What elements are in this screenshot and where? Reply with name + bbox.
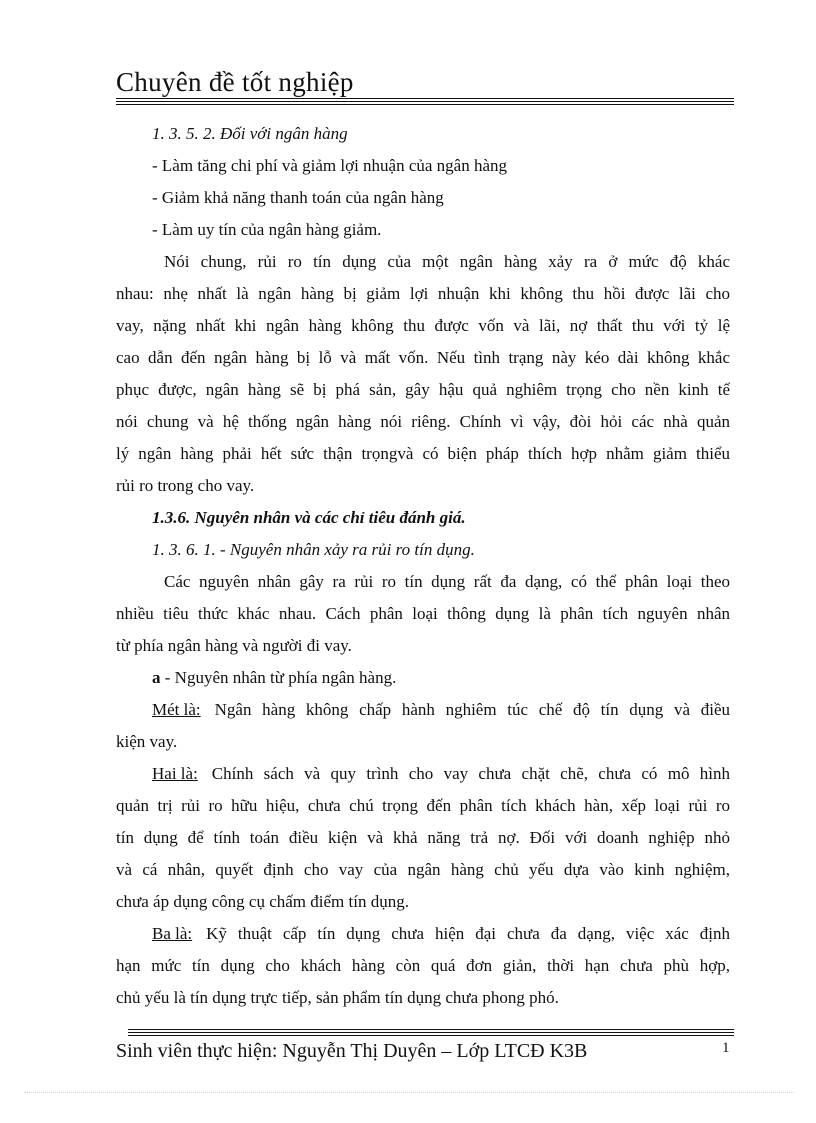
page-edge-divider <box>24 1092 794 1093</box>
paragraph-line: phục được, ngân hàng sẽ bị phá sản, gây hậu quả nghiêm trọng cho nền kinh tế <box>116 380 730 399</box>
bullet-line: - Làm uy tín của ngân hàng giảm. <box>152 220 382 239</box>
header-rule <box>116 104 734 105</box>
paragraph-line: cao dẫn đến ngân hàng bị lỗ và mất vốn. Nếu tình trạng này kéo dài không khắc <box>116 348 730 367</box>
paragraph-line: từ phía ngân hàng và người đi vay. <box>116 636 352 655</box>
section-heading-1-3-6: 1.3.6. Nguyên nhân và các chỉ tiêu đánh giá. <box>152 508 466 527</box>
paragraph-line: quản trị rủi ro hữu hiệu, chưa chú trọng đến phân tích khách hàn, xếp loại rủi ro <box>116 796 730 815</box>
bullet-line: - Làm tăng chi phí và giảm lợi nhuận của ngân hàng <box>152 156 508 175</box>
footer-rule <box>128 1029 734 1030</box>
subheading-a <box>116 662 730 694</box>
page-header-title: Chuyên đề tốt nghiệp <box>116 67 354 97</box>
reason-one-line <box>116 694 730 726</box>
reason-two-line <box>116 758 730 790</box>
reason-three-text: Kỹ thuật cấp tín dụng chưa hiện đại chưa đa dạng, việc xác định <box>206 924 730 943</box>
paragraph-line: rủi ro trong cho vay. <box>116 476 255 495</box>
section-heading-1-3-6-1: 1. 3. 6. 1. - Nguyên nhân xảy ra rủi ro tín dụng. <box>152 540 475 559</box>
page-number: 1 <box>722 1040 730 1056</box>
paragraph-line: Nói chung, rủi ro tín dụng của một ngân hàng xảy ra ở mức độ khác <box>164 252 730 271</box>
paragraph-line: chủ yếu là tín dụng trực tiếp, sản phẩm tín dụng chưa phong phó. <box>116 988 559 1007</box>
paragraph-line: lý ngân hàng phải hết sức thận trọngvà có biện pháp thích hợp nhằm giảm thiểu <box>116 444 730 463</box>
header-rule <box>116 101 734 102</box>
reason-three-label: Ba là: <box>152 924 193 943</box>
subheading-a-text: - Nguyên nhân từ phía ngân hàng. <box>160 668 397 687</box>
reason-two-label: Hai là: <box>152 764 198 783</box>
paragraph-line: nói chung và hệ thống ngân hàng nói riêng. Chính vì vậy, đòi hỏi các nhà quản <box>116 412 730 431</box>
paragraph-line: tín dụng để tính toán điều kiện và khả năng trả nợ. Đối với doanh nghiệp nhỏ <box>116 828 730 847</box>
header-rule <box>116 98 734 99</box>
footer-rule <box>128 1032 734 1033</box>
paragraph-line: kiện vay. <box>116 732 178 751</box>
paragraph-line: và cá nhân, quyết định cho vay của ngân hàng chủ yếu dựa vào kinh nghiệm, <box>116 860 730 879</box>
subheading-a-letter: a <box>152 668 161 687</box>
paragraph-line: nhiều tiêu thức khác nhau. Cách phân loại thông dụng là phân tích nguyên nhân <box>116 604 730 623</box>
document-body <box>116 118 730 1014</box>
reason-two-text: Chính sách và quy trình cho vay chưa chặt chẽ, chưa có mô hình <box>211 764 730 783</box>
paragraph-line: vay, nặng nhất khi ngân hàng không thu được vốn và lãi, nợ thất thu với tỷ lệ <box>116 316 730 335</box>
footer-author-line: Sinh viên thực hiện: Nguyễn Thị Duyên – Lớp LTCĐ K3B <box>116 1040 588 1062</box>
paragraph-line: chưa áp dụng công cụ chấm điểm tín dụng. <box>116 892 409 911</box>
paragraph-line: nhau: nhẹ nhất là ngân hàng bị giảm lợi nhuận khi không thu hồi được lãi cho <box>116 284 730 303</box>
reason-one-text: Ngân hàng không chấp hành nghiêm túc chế độ tín dụng và điều <box>214 700 730 719</box>
bullet-line: - Giảm khả năng thanh toán của ngân hàng <box>152 188 444 207</box>
reason-one-label: Mét là: <box>152 700 201 719</box>
footer-rule <box>128 1035 734 1036</box>
section-heading-1-3-5-2: 1. 3. 5. 2. Đối với ngân hàng <box>152 124 348 143</box>
paragraph-line: hạn mức tín dụng cho khách hàng còn quá đơn giản, thời hạn chưa phù hợp, <box>116 956 730 975</box>
paragraph-line: Các nguyên nhân gây ra rủi ro tín dụng rất đa dạng, có thể phân loại theo <box>164 572 730 591</box>
reason-three-line <box>116 918 730 950</box>
